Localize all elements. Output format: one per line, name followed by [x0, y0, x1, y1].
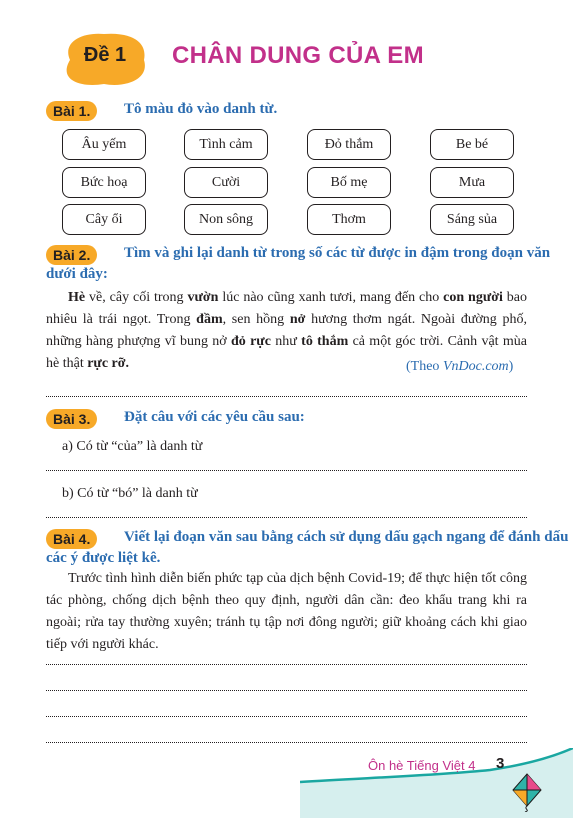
- word-box[interactable]: Non sông: [184, 204, 268, 235]
- bai3-label: Bài 3.: [46, 409, 97, 429]
- word-box[interactable]: Be bé: [430, 129, 514, 160]
- bai2-paragraph: Hè về, cây cối trong vườn lúc nào cũng xanh tươi, mang đến cho con người bao nhiêu là trái ngọt. Trong đầm, sen hồng nở hương thơm ngát. Ngoài đường phố, những hàng phượng vĩ bung nở đỏ rực như tô thắm cả một góc trời. Cảnh vật mùa hè thật rực rỡ.: [46, 290, 528, 371]
- page-number: 3: [496, 755, 505, 772]
- bai4-label: Bài 4.: [46, 529, 97, 549]
- bai1-question: Tô màu đỏ vào danh từ.: [124, 101, 278, 117]
- answer-line[interactable]: [46, 690, 527, 691]
- word-box[interactable]: Tình cảm: [184, 129, 268, 160]
- de-label: Đề 1: [83, 44, 127, 66]
- bai2-question-line1: Tìm và ghi lại danh từ trong số các từ được in đậm trong đoạn văn: [124, 245, 551, 261]
- answer-line[interactable]: [46, 716, 527, 717]
- answer-line[interactable]: [46, 664, 527, 665]
- bai4-question-line1: Viết lại đoạn văn sau bằng cách sử dụng dấu gạch ngang để đánh dấu: [124, 529, 569, 545]
- bai4-question-line2: các ý được liệt kê.: [46, 550, 161, 566]
- answer-line[interactable]: [46, 742, 527, 743]
- bai1-label: Bài 1.: [46, 101, 97, 121]
- word-box[interactable]: Âu yếm: [62, 129, 146, 160]
- word-box[interactable]: Cây ổi: [62, 204, 146, 235]
- source-credit: (Theo VnDoc.com): [406, 359, 514, 374]
- answer-line[interactable]: [46, 517, 527, 518]
- word-box[interactable]: Cười: [184, 167, 268, 198]
- kite-icon: [507, 772, 547, 812]
- bai2-question-line2: dưới đây:: [46, 266, 108, 282]
- word-box[interactable]: Mưa: [430, 167, 514, 198]
- page-title: CHÂN DUNG CỦA EM: [172, 42, 424, 69]
- bai3-item-b: b) Có từ “bó” là danh từ: [62, 486, 198, 501]
- word-box[interactable]: Bức hoạ: [62, 167, 146, 198]
- bai2-label: Bài 2.: [46, 245, 97, 265]
- bai4-paragraph: Trước tình hình diễn biến phức tạp của dịch bệnh Covid-19; để thực hiện tốt công tác phòng, chống dịch bệnh theo quy định, người dân cần: đeo khẩu trang khi ra ngoài; rửa tay thường xuyên; tránh tụ tập nơi đông người; giữ khoảng cách khi giao tiếp với người khác.: [46, 571, 527, 652]
- answer-line[interactable]: [46, 396, 527, 397]
- answer-line[interactable]: [46, 470, 527, 471]
- word-box[interactable]: Đỏ thắm: [307, 129, 391, 160]
- book-title: Ôn hè Tiếng Việt 4: [368, 758, 476, 773]
- word-box[interactable]: Thơm: [307, 204, 391, 235]
- bai3-question: Đặt câu với các yêu cầu sau:: [124, 409, 305, 425]
- bai3-item-a: a) Có từ “của” là danh từ: [62, 439, 203, 454]
- word-box[interactable]: Bố mẹ: [307, 167, 391, 198]
- word-box[interactable]: Sáng sủa: [430, 204, 514, 235]
